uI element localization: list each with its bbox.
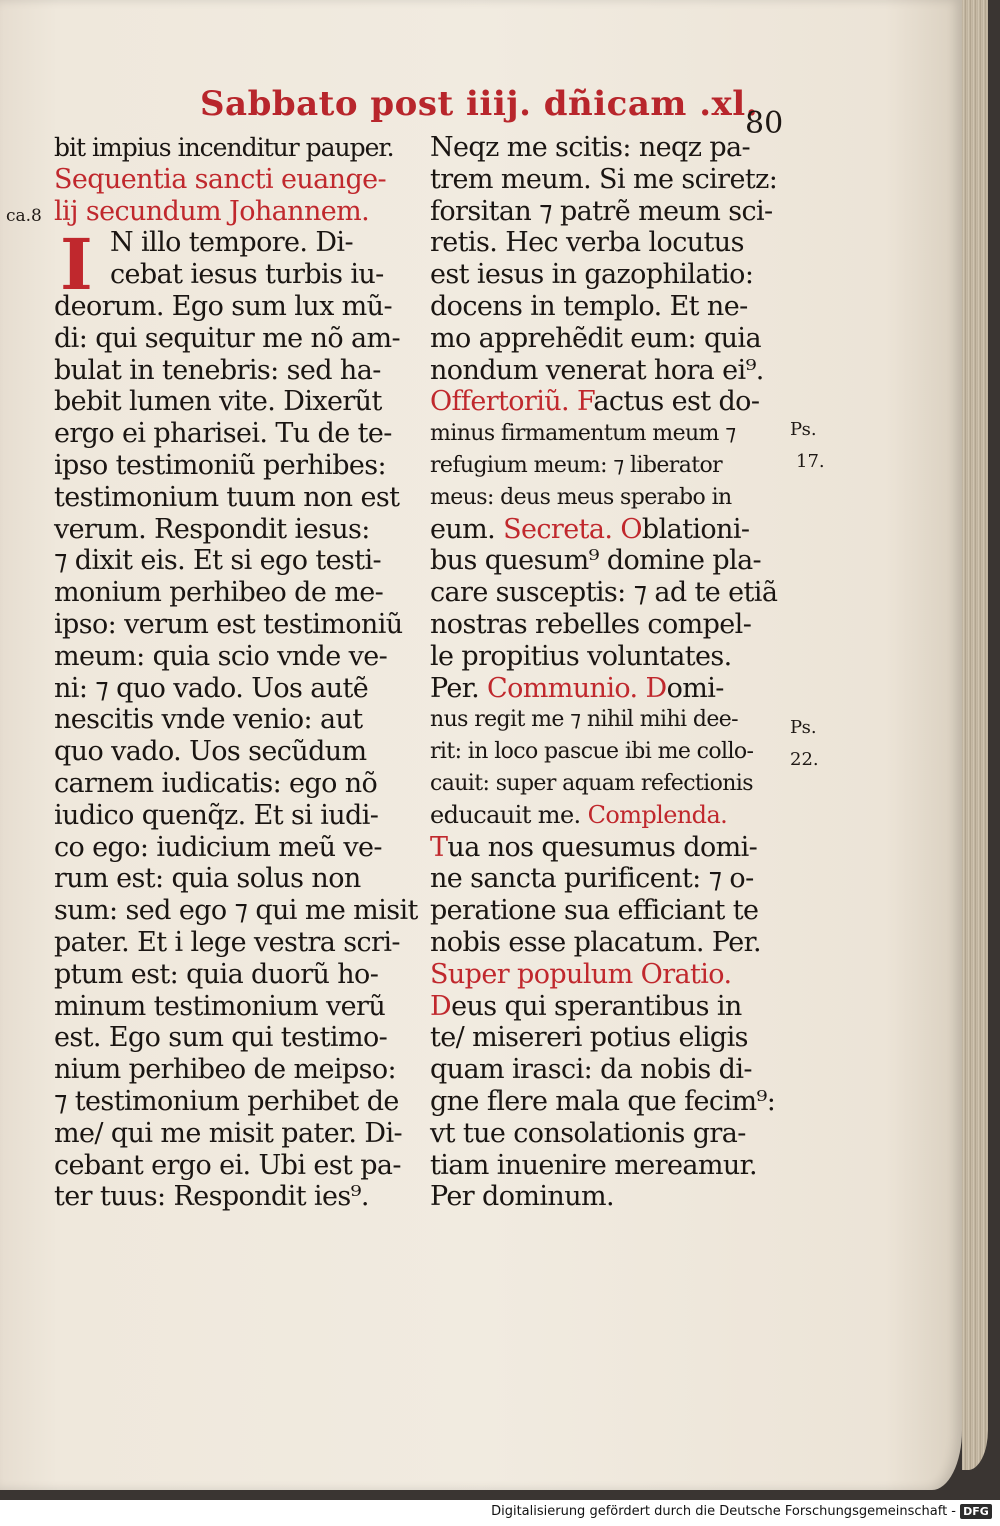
text-line: [430, 386, 790, 418]
text-line: nus regit me ⁊ nihil mihi dee-: [430, 707, 739, 733]
text-line: te/ misereri potius eligis: [430, 1022, 748, 1054]
running-title: Sabbato post iiij. dñicam .xl.: [200, 84, 759, 124]
text-line: ptum est: quia duorũ ho-: [54, 958, 379, 990]
text-line: nostras rebelles compel-: [430, 608, 752, 640]
psalm-17-label: Ps.: [790, 419, 817, 440]
text-line: [430, 514, 790, 546]
text-line: me/ qui me misit pater. Di-: [54, 1117, 402, 1149]
text-line: ⁊ dixit eis. Et si ego testi-: [54, 545, 382, 577]
page-number: 80: [745, 106, 784, 141]
text-line: peratione sua efficiant te: [430, 895, 759, 927]
text-line: nobis esse placatum. Per.: [430, 926, 761, 958]
text-line: tiam inuenire mereamur.: [430, 1149, 757, 1181]
text-line: bebit lumen vite. Dixerũt: [54, 386, 382, 418]
psalm-22-number: 22.: [790, 749, 819, 770]
text-line: ⁊ testimonium perhibet de: [54, 1085, 399, 1117]
text-line: Deus qui sperantibus in: [430, 990, 742, 1022]
text-line: nium perhibeo de meipso:: [54, 1054, 397, 1086]
dfg-logo: DFG: [960, 1504, 992, 1519]
right-text-column: [430, 132, 790, 1213]
rubric-text: F: [577, 386, 594, 418]
page-edges: [962, 0, 988, 1470]
text-line: Sequentia sancti euange-: [54, 163, 387, 195]
red-initial: D: [430, 990, 452, 1022]
rubric-text: Per.: [430, 672, 480, 704]
red-initial: T: [430, 831, 448, 863]
text-line: rit: in loco pascue ibi me collo-: [430, 739, 754, 765]
text-line: trem meum. Si me sciretz:: [430, 163, 778, 195]
text-line: est iesus in gazophilatio:: [430, 259, 754, 291]
text-line: le propitius voluntates.: [430, 640, 732, 672]
text-line: Tua nos quesumus domi-: [430, 831, 758, 863]
text-line: monium perhibeo de me-: [54, 577, 384, 609]
decorated-initial-letter: I: [60, 223, 93, 306]
text-line: bulat in tenebris: sed ha-: [54, 354, 381, 386]
rubric-text: Complenda.: [587, 800, 728, 829]
text-line: cebant ergo ei. Ubi est pa-: [54, 1149, 401, 1181]
text-line: di: qui sequitur me nõ am-: [54, 322, 400, 354]
text-line: gne flere mala que fecim⁹:: [430, 1085, 776, 1117]
text-line: deorum. Ego sum lux mũ-: [54, 290, 392, 322]
psalm-17-number: 17.: [796, 451, 825, 472]
text-line: pater. Et i lege vestra scri-: [54, 926, 400, 958]
text-line: Per dominum.: [430, 1181, 614, 1213]
text-line: Super populum Oratio.: [430, 958, 732, 990]
text-line: nondum venerat hora ei⁹.: [430, 354, 764, 386]
text-line: [430, 800, 790, 832]
text-line: ipso testimoniũ perhibes:: [54, 449, 387, 481]
rubric-text: omi-: [666, 672, 724, 704]
rubric-text: D: [645, 672, 667, 704]
text-line: mo apprehẽdit eum: quia: [430, 322, 761, 354]
rubric-text: educauit me.: [430, 800, 581, 829]
text-line: lij secundum Johannem.: [54, 195, 370, 227]
text-line: meum: quia scio vnde ve-: [54, 640, 388, 672]
text-line: minum testimonium verũ: [54, 990, 386, 1022]
text-line: cauit: super aquam refectionis: [430, 770, 753, 796]
rubric-text: Offertoriũ.: [430, 386, 570, 418]
text-line: vt tue consolationis gra-: [430, 1117, 746, 1149]
text-line: carnem iudicatis: ego nõ: [54, 767, 378, 799]
text-line: ipso: verum est testimoniũ: [54, 608, 403, 640]
text-line: docens in templo. Et ne-: [430, 290, 748, 322]
text-line: iudico quenq̃z. Et si iudi-: [54, 799, 379, 831]
rubric-text: Secreta.: [503, 513, 613, 545]
text-line: retis. Hec verba locutus: [430, 227, 744, 259]
rubric-text: eum.: [430, 513, 496, 545]
text-line: sum: sed ego ⁊ qui me misit: [54, 895, 418, 927]
text-line: [430, 673, 790, 705]
rubric-text: Communio.: [487, 672, 638, 704]
text-line: quam irasci: da nobis di-: [430, 1054, 752, 1086]
rubric-text: O: [620, 513, 642, 545]
text-line: bit impius incenditur pauper.: [54, 133, 394, 162]
text-line: testimonium tuum non est: [54, 481, 400, 513]
text-line: care susceptis: ⁊ ad te etiã: [430, 577, 778, 609]
text-line: co ego: iudicium meũ ve-: [54, 831, 382, 863]
rubric-text: blationi-: [641, 513, 750, 545]
text-line: forsitan ⁊ patrẽ meum sci-: [430, 195, 773, 227]
text-line: cebat iesus turbis iu-: [110, 259, 384, 291]
footer-credit: Digitalisierung gefördert durch die Deutsche Forschungsgemeinschaft -: [491, 1504, 956, 1519]
text-line: bus quesum⁹ domine pla-: [430, 545, 762, 577]
text-line: ni: ⁊ quo vado. Uos autẽ: [54, 672, 369, 704]
footer-bar: [0, 1500, 1000, 1526]
chapter-margin-note: ca.8: [6, 206, 42, 226]
text-line: rum est: quia solus non: [54, 863, 361, 895]
rubric-text: actus est do-: [593, 386, 760, 418]
text-line: quo vado. Uos secũdum: [54, 736, 367, 768]
text-line: N illo tempore. Di-: [110, 227, 353, 259]
text-line: minus firmamentum meum ⁊: [430, 421, 736, 447]
left-text-column: [54, 132, 418, 1213]
text-line: Neqz me scitis: neqz pa-: [430, 132, 751, 163]
text-line: ergo ei pharisei. Tu de te-: [54, 418, 392, 450]
text-line: verum. Respondit iesus:: [54, 513, 370, 545]
text-line: est. Ego sum qui testimo-: [54, 1022, 388, 1054]
text-line: nescitis vnde venio: aut: [54, 704, 363, 736]
text-line: ne sancta purificent: ⁊ o-: [430, 863, 754, 895]
text-line: ter tuus: Respondit ies⁹.: [54, 1181, 369, 1213]
psalm-22-label: Ps.: [790, 717, 817, 738]
text-line: refugium meum: ⁊ liberator: [430, 452, 723, 478]
text-line: meus: deus meus sperabo in: [430, 484, 732, 510]
